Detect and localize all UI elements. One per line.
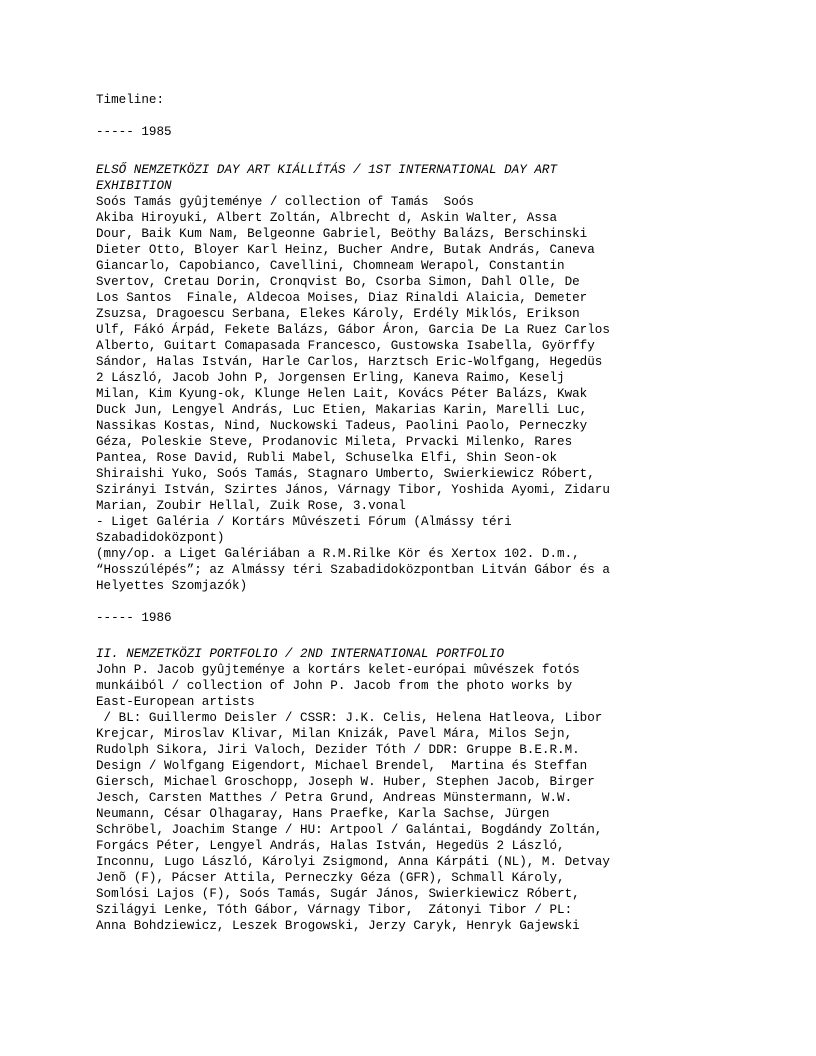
body-text-line: Dour, Baik Kum Nam, Belgeonne Gabriel, Beöthy Balázs, Berschinski [96,227,588,241]
body-text-line: 2 László, Jacob John P, Jorgensen Erling, Kaneva Raimo, Keselj [96,371,565,385]
body-text-line: Giersch, Michael Groschopp, Joseph W. Huber, Stephen Jacob, Birger [96,775,595,789]
section-title-line: EXHIBITION [96,179,172,193]
section-1985 [96,162,720,594]
body-text-line: Inconnu, Lugo László, Károlyi Zsigmond, Anna Kárpáti (NL), M. Detvay [96,855,610,869]
body-text-line: Ulf, Fákó Árpád, Fekete Balázs, Gábor Áron, Garcia De La Ruez Carlos [96,323,610,337]
body-text-line: Akiba Hiroyuki, Albert Zoltán, Albrecht d, Askin Walter, Assa [96,211,558,225]
body-text-line: Jesch, Carsten Matthes / Petra Grund, Andreas Münstermann, W.W. [96,791,573,805]
body-text-line: (mny/op. a Liget Galériában a R.M.Rilke Kör és Xertox 102. D.m., [96,547,580,561]
body-text-line: Schröbel, Joachim Stange / HU: Artpool / Galántai, Bogdándy Zoltán, [96,823,603,837]
body-text-line: Design / Wolfgang Eigendort, Michael Brendel, Martina és Steffan [96,759,588,773]
section-title [96,646,720,662]
body-text-line: Duck Jun, Lengyel András, Luc Etien, Makarias Karin, Marelli Luc, [96,403,588,417]
body-text-line: Los Santos Finale, Aldecoa Moises, Diaz Rinaldi Alaicia, Demeter [96,291,588,305]
body-text-line: Somlósi Lajos (F), Soós Tamás, Sugár János, Swierkiewicz Róbert, [96,887,580,901]
body-text-line: Sándor, Halas István, Harle Carlos, Harztsch Eric-Wolfgang, Hegedüs [96,355,603,369]
body-text-line: munkáiból / collection of John P. Jacob from the photo works by [96,679,573,693]
body-text-line: Szirányi István, Szirtes János, Várnagy Tibor, Yoshida Ayomi, Zidaru [96,483,610,497]
body-text-line: Szilágyi Lenke, Tóth Gábor, Várnagy Tibor, Zátonyi Tibor / PL: [96,903,573,917]
body-text-line: Shiraishi Yuko, Soós Tamás, Stagnaro Umberto, Swierkiewicz Róbert, [96,467,595,481]
body-text-line: Krejcar, Miroslav Klivar, Milan Knizák, Pavel Mára, Milos Sejn, [96,727,573,741]
body-text-line: Milan, Kim Kyung-ok, Klunge Helen Lait, Kovács Péter Balázs, Kwak [96,387,588,401]
body-text-line: Marian, Zoubir Hellal, Zuik Rose, 3.vonal [96,499,406,513]
body-text-line: Rudolph Sikora, Jiri Valoch, Dezider Tóth / DDR: Gruppe B.E.R.M. [96,743,580,757]
body-text-line: Pantea, Rose David, Rubli Mabel, Schuselka Elfi, Shin Seon-ok [96,451,558,465]
section-body [96,662,720,934]
body-text-line: Alberto, Guitart Comapasada Francesco, Gustowska Isabella, Györffy [96,339,595,353]
body-text-line: Jenõ (F), Pácser Attila, Perneczky Géza (GFR), Schmall Károly, [96,871,565,885]
body-text-line: - Liget Galéria / Kortárs Mûvészeti Fórum (Almássy téri [96,515,512,529]
body-text-line: / BL: Guillermo Deisler / CSSR: J.K. Celis, Helena Hatleova, Libor [96,711,603,725]
body-text-line: Zsuzsa, Dragoescu Serbana, Elekes Károly, Erdély Miklós, Erikson [96,307,580,321]
body-text-line: Soós Tamás gyûjteménye / collection of Tamás Soós [96,195,474,209]
body-text-line: “Hosszúlépés”; az Almássy téri Szabadidoközpontban Litván Gábor és a [96,563,610,577]
body-text-line: Géza, Poleskie Steve, Prodanovic Mileta, Prvacki Milenko, Rares [96,435,573,449]
section-title [96,162,720,194]
body-text-line: Dieter Otto, Bloyer Karl Heinz, Bucher Andre, Butak András, Caneva [96,243,595,257]
section-title-line: II. NEMZETKÖZI PORTFOLIO / 2ND INTERNATIONAL PORTFOLIO [96,647,505,661]
body-text-line: Szabadidoközpont) [96,531,225,545]
body-text-line: Helyettes Szomjazók) [96,579,248,593]
body-text-line: Giancarlo, Capobianco, Cavellini, Chomneam Werapol, Constantin [96,259,565,273]
body-text-line: Anna Bohdziewicz, Leszek Brogowski, Jerzy Caryk, Henryk Gajewski [96,919,580,933]
body-text-line: Forgács Péter, Lengyel András, Halas István, Hegedüs 2 László, [96,839,565,853]
section-1986 [96,646,720,934]
body-text-line: Nassikas Kostas, Nind, Nuckowski Tadeus, Paolini Paolo, Perneczky [96,419,588,433]
body-text-line: John P. Jacob gyûjteménye a kortárs kelet-európai mûvészek fotós [96,663,580,677]
year-marker-1985: ----- 1985 [96,125,172,139]
document-page [96,92,720,934]
year-marker-1986: ----- 1986 [96,611,172,625]
body-text-line: Svertov, Cretau Dorin, Cronqvist Bo, Csorba Simon, Dahl Olle, De [96,275,580,289]
section-title-line: ELSŐ NEMZETKÖZI DAY ART KIÁLLÍTÁS / 1ST INTERNATIONAL DAY ART [96,163,558,177]
timeline-heading: Timeline: [96,93,165,107]
body-text-line: Neumann, César Olhagaray, Hans Praefke, Karla Sachse, Jürgen [96,807,550,821]
section-body [96,194,720,594]
body-text-line: East-European artists [96,695,255,709]
